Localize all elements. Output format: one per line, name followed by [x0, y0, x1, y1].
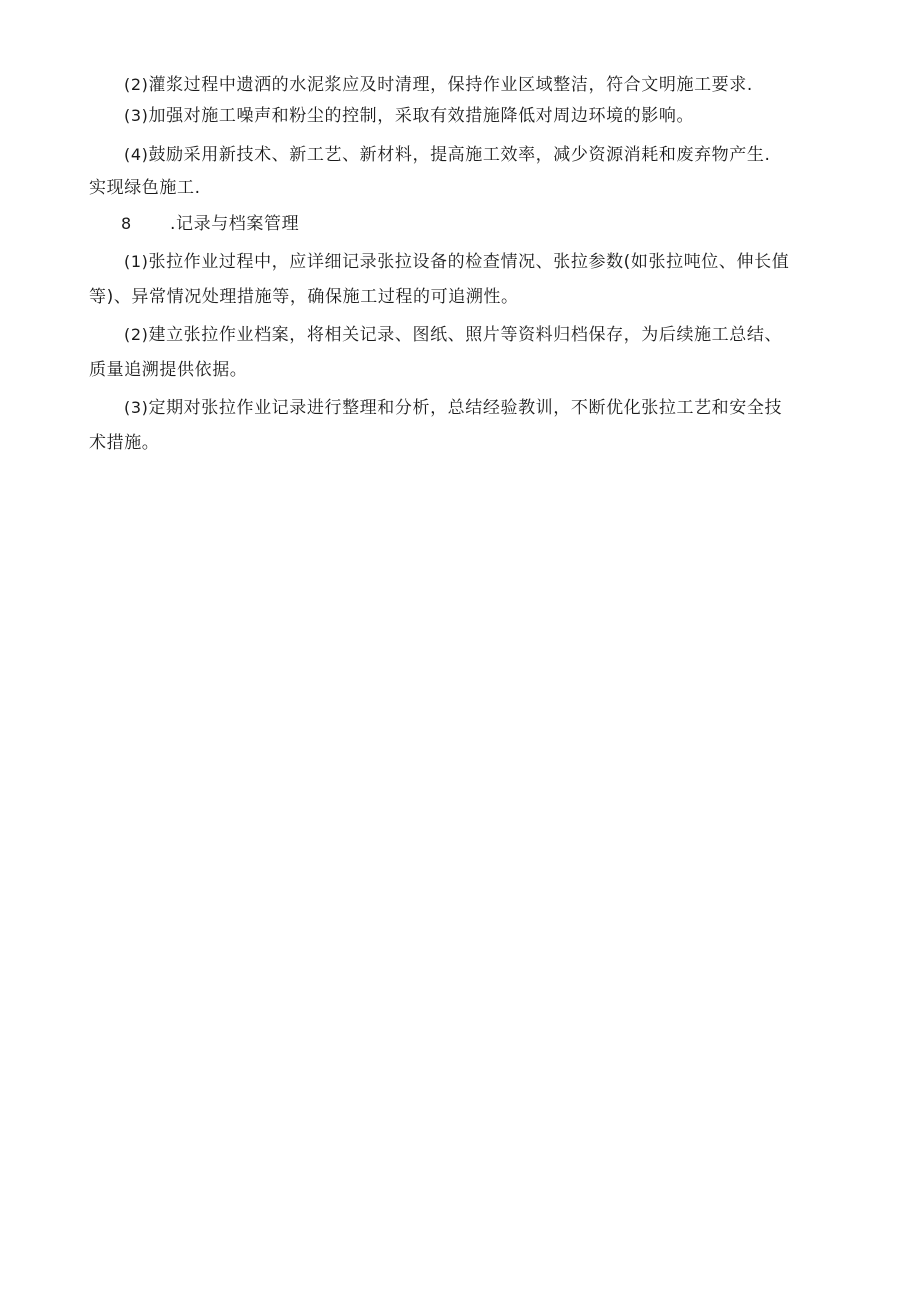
paragraph-text: 等)、异常情况处理措施等，确保施工过程的可追溯性。	[89, 287, 519, 307]
paragraph-line	[124, 252, 789, 272]
paragraph-line	[124, 145, 770, 165]
paragraph-line	[124, 75, 753, 95]
paragraph-line	[124, 398, 782, 418]
paragraph-text: 加强对施工噪声和粉尘的控制，采取有效措施降低对周边环境的影响。	[148, 106, 695, 126]
list-marker: (2)	[124, 75, 149, 94]
list-marker: (2)	[124, 325, 149, 344]
paragraph-text: 建立张拉作业档案，将相关记录、图纸、照片等资料归档保存，为后续施工总结、	[148, 325, 783, 345]
paragraph-line	[124, 325, 782, 345]
list-marker: (3)	[124, 398, 149, 417]
paragraph-text: 术措施。	[89, 433, 160, 453]
list-marker: (1)	[124, 252, 149, 271]
paragraph-line	[89, 360, 247, 380]
section-title: .记录与档案管理	[170, 214, 300, 234]
paragraph-line	[89, 178, 201, 198]
section-number: 8	[121, 214, 132, 233]
paragraph-text: 鼓励采用新技术、新工艺、新材料，提高施工效率，减少资源消耗和废弃物产生.	[148, 145, 771, 165]
list-marker: (4)	[124, 145, 149, 164]
paragraph-text: 质量追溯提供依据。	[89, 360, 248, 380]
paragraph-text: 实现绿色施工.	[89, 178, 201, 198]
paragraph-line	[89, 287, 519, 307]
list-marker: (3)	[124, 106, 149, 125]
paragraph-text: 定期对张拉作业记录进行整理和分析，总结经验教训，不断优化张拉工艺和安全技	[148, 398, 783, 418]
paragraph-text: 灌浆过程中遗洒的水泥浆应及时清理，保持作业区域整洁，符合文明施工要求.	[148, 75, 753, 95]
paragraph-text: 张拉作业过程中，应详细记录张拉设备的检查情况、张拉参数(如张拉吨位、伸长值	[148, 252, 790, 272]
paragraph-line	[124, 106, 694, 126]
paragraph-line	[89, 433, 159, 453]
